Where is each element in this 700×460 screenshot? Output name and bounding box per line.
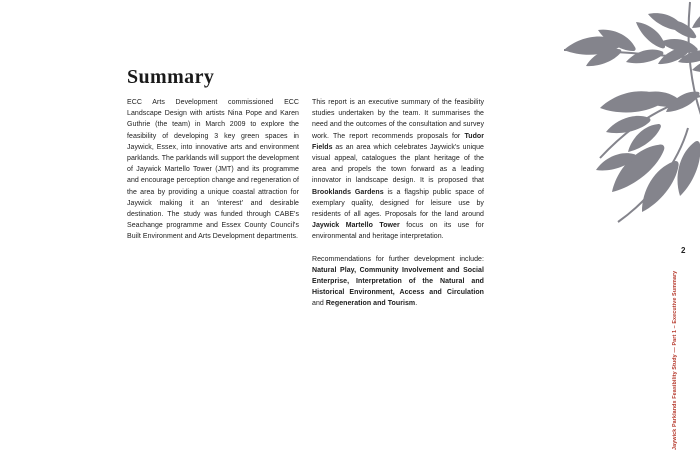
summary-column-left [127,97,299,321]
running-title-vertical: Jaywick Parklands Feasibility Study — Part 1 – Executive Summary [672,270,678,450]
summary-paragraph-left: ECC Arts Development commissioned ECC Landscape Design with artists Nina Pope and Karen Guthrie (the team) in March 2009 to explore the feasibility of developing 3 key green spaces in Jaywick, Essex, into innovative arts and environment parklands. The parklands will support the development of Jaywick Martello Tower (JMT) and its programme and encourage perception change and regeneration of the area by providing a unique coastal attraction for Jaywick making it an 'interest' and desirable destination. The study was funded through CABE's Seachange programme and Essex County Council's Built Environment and Arts Development departments. [127,99,299,241]
page-number: 2 [681,246,686,255]
summary-paragraph-right-1: This report is an executive summary of the feasibility studies undertaken by the team. It summarises the need and the outcomes of the consultation and survey work. The report recommends proposals for Tudor Fields as an area which celebrates Jaywick's unique visual appeal, catalogues the plant heritage of the area and propels the town forward as a leading innovator in landscape design. It is proposed that Brooklands Gardens is a flagship public space of exemplary quality, designed for leisure use by residents of all ages. Proposals for the land around Jaywick Martello Tower focus on its use for environmental and heritage interpretation. [312,99,485,241]
summary-columns [127,97,484,321]
leaf-branch-illustration [540,0,700,235]
page-title: Summary [127,66,215,88]
summary-column-right [312,97,484,321]
summary-paragraph-right-2: Recommendations for further development include: Natural Play, Community Involvement and Social Enterprise, Interpretation of the Natural and Historical Environment, Access and Circulation and Regeneration and Tourism. [312,255,484,308]
